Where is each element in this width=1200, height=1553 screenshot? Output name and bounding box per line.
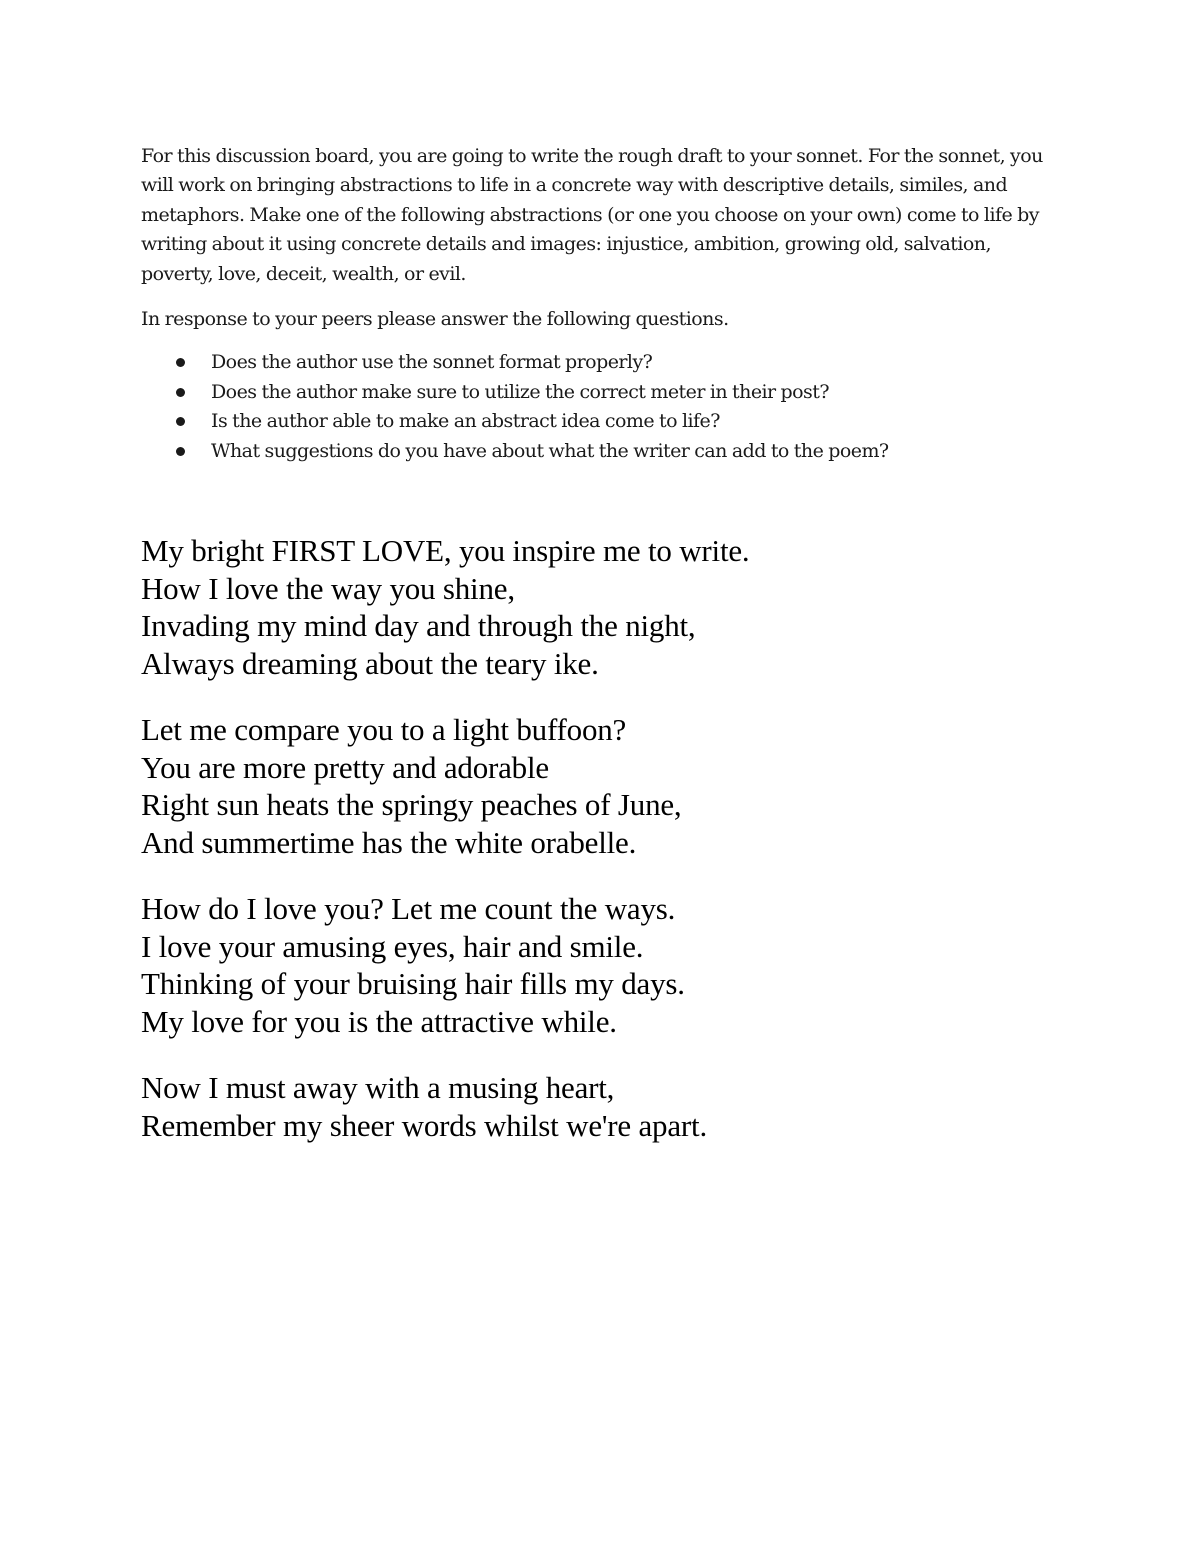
poem-stanza-1: [141, 532, 1041, 682]
poem-line: Thinking of your bruising hair fills my days.: [141, 966, 685, 1001]
poem-line: Right sun heats the springy peaches of June,: [141, 787, 682, 822]
poem-stanza-3: [141, 890, 1041, 1040]
bullet-icon: [176, 447, 185, 456]
question-text: Does the author use the sonnet format properly?: [211, 351, 653, 374]
question-item: [141, 348, 1061, 377]
poem-line: Let me compare you to a light buffoon?: [141, 712, 627, 747]
poem-line: Invading my mind day and through the night,: [141, 608, 696, 643]
bullet-icon: [176, 388, 185, 397]
bullet-icon: [176, 358, 185, 367]
poem-line: Always dreaming about the teary ike.: [141, 645, 599, 681]
question-item: [141, 437, 1061, 466]
question-text: Is the author able to make an abstract idea come to life?: [211, 410, 720, 433]
question-text: Does the author make sure to utilize the correct meter in their post?: [211, 380, 829, 403]
poem-line: I love your amusing eyes, hair and smile.: [141, 928, 644, 964]
peer-questions-list: [141, 348, 1061, 466]
poem-line: You are more pretty and adorable: [141, 749, 549, 785]
prompt-intro-paragraph: For this discussion board, you are going to write the rough draft to your sonnet. For the sonnet, you will work on bringing abstractions to life in a concrete way with descriptive details, similes, and metaphors. Make one of the following abstractions (or one you choose on your own) come to life by writing about it using concrete details and images: injustice, ambition, growing old, salvation, poverty, love, deceit, wealth, or evil.: [141, 145, 1043, 285]
question-item: [141, 407, 1061, 436]
poem-line: And summertime has the white orabelle.: [141, 824, 637, 860]
poem-couplet: [141, 1069, 1041, 1144]
question-item: [141, 378, 1061, 407]
poem-line: Now I must away with a musing heart,: [141, 1070, 615, 1105]
poem-line: How do I love you? Let me count the ways.: [141, 891, 676, 926]
poem-line: How I love the way you shine,: [141, 570, 515, 606]
response-instructions: In response to your peers please answer the following questions.: [141, 308, 729, 331]
sonnet-draft: [141, 532, 1041, 1173]
question-text: What suggestions do you have about what the writer can add to the poem?: [211, 439, 889, 462]
poem-line: My bright FIRST LOVE, you inspire me to write.: [141, 533, 750, 568]
poem-line: My love for you is the attractive while.: [141, 1003, 617, 1039]
poem-stanza-2: [141, 711, 1041, 861]
assignment-prompt: [141, 142, 1061, 466]
poem-line: Remember my sheer words whilst we're apart.: [141, 1107, 708, 1143]
bullet-icon: [176, 417, 185, 426]
